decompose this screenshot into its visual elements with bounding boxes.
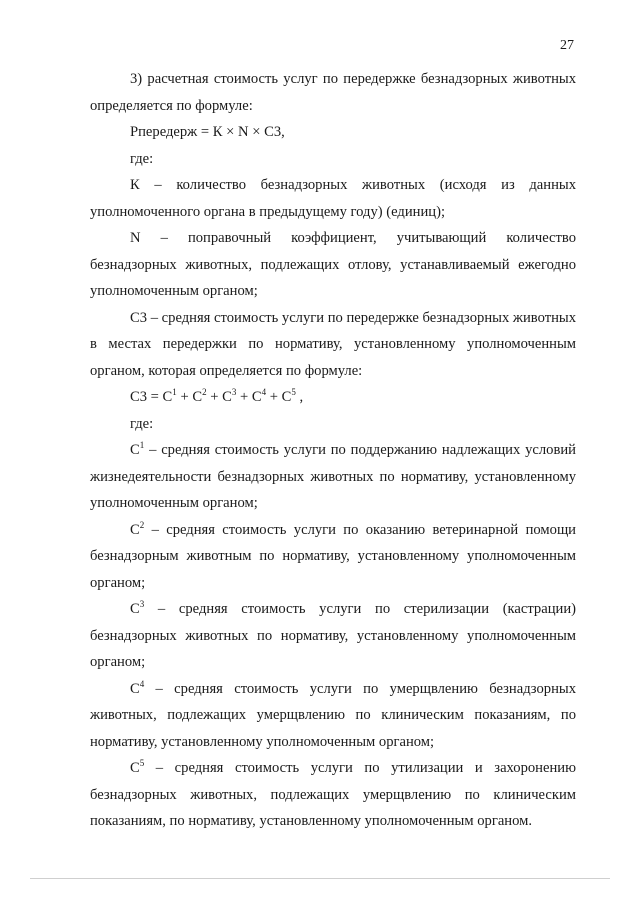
formula-plus: + С [206, 389, 232, 405]
definition-c-2 [90, 517, 576, 597]
definition-c-1 [90, 437, 576, 517]
formula-exp-3: 3 [231, 387, 237, 398]
formula-plus: + С [176, 389, 203, 405]
symbol-exp: 2 [139, 519, 145, 530]
formula-exp-4: 4 [261, 387, 267, 398]
symbol-exp: 3 [139, 599, 145, 610]
where-label: где: [130, 150, 154, 167]
symbol-c: С [130, 521, 140, 538]
definition-text: – средняя стоимость услуги по утилизации и захоронению безнадзорных животных, подлежащих умерщвлению по клиническим показаниям, по нормативу, установленному уполномоченным органом. [90, 760, 576, 829]
definition-text: – средняя стоимость услуги по стерилизации (кастрации) безнадзорных животных по нормативу, установленному уполномоченным органом; [90, 601, 576, 670]
symbol-exp: 5 [139, 758, 145, 769]
definition-text: – средняя стоимость услуги по оказанию ветеринарной помощи безнадзорным животным по нормативу, установленному уполномоченным органом; [90, 521, 576, 591]
page-number: 27 [560, 38, 574, 53]
definition-c-3 [90, 596, 576, 676]
definition-n: N – поправочный коэффициент, учитывающий количество безнадзорных животных, подлежащих отлову, устанавливаемый ежегодно уполномоченным органом; [90, 230, 576, 299]
definition-text: – средняя стоимость услуги по умерщвлению безнадзорных животных, подлежащих умерщвлению по клиническим показаниям, по нормативу, установленному уполномоченным органом; [90, 680, 576, 750]
formula-plus: + С [236, 389, 262, 405]
where-label: где: [130, 415, 154, 432]
definition-text: – средняя стоимость услуги по поддержанию надлежащих условий жизнедеятельности безнадзорных животных по нормативу, установленному уполномоченным органом; [90, 442, 576, 511]
formula-c3-lhs: С3 = С [130, 389, 173, 405]
formula-plus: + С [266, 389, 292, 405]
definition-c3: С3 – средняя стоимость услуги по передержке безнадзорных животных в местах передержки по нормативу, установленному уполномоченным органом, которая определяется по формуле: [90, 309, 576, 379]
formula-overexposure: Рпередерж = К × N × С3, [130, 124, 285, 140]
definition-c-5 [90, 755, 576, 835]
formula-exp-1: 1 [172, 387, 177, 398]
symbol-exp: 4 [139, 678, 145, 689]
formula-exp-2: 2 [202, 387, 207, 398]
definition-c-4 [90, 676, 576, 756]
symbol-c: С [130, 760, 140, 776]
scan-edge-line [30, 878, 610, 879]
symbol-c: С [130, 442, 140, 458]
formula-exp-5: 5 [291, 387, 296, 398]
symbol-c: С [130, 601, 140, 617]
definition-k: К – количество безнадзорных животных (исходя из данных уполномоченного органа в предыдущему году) (единиц); [90, 177, 576, 220]
document-body [90, 66, 576, 835]
formula-tail: , [295, 389, 304, 405]
symbol-c: С [130, 680, 140, 697]
formula-c3 [90, 384, 576, 411]
paragraph-calculation-intro: 3) расчетная стоимость услуг по передержке безнадзорных животных определяется по формуле: [90, 71, 576, 114]
symbol-exp: 1 [139, 440, 145, 451]
